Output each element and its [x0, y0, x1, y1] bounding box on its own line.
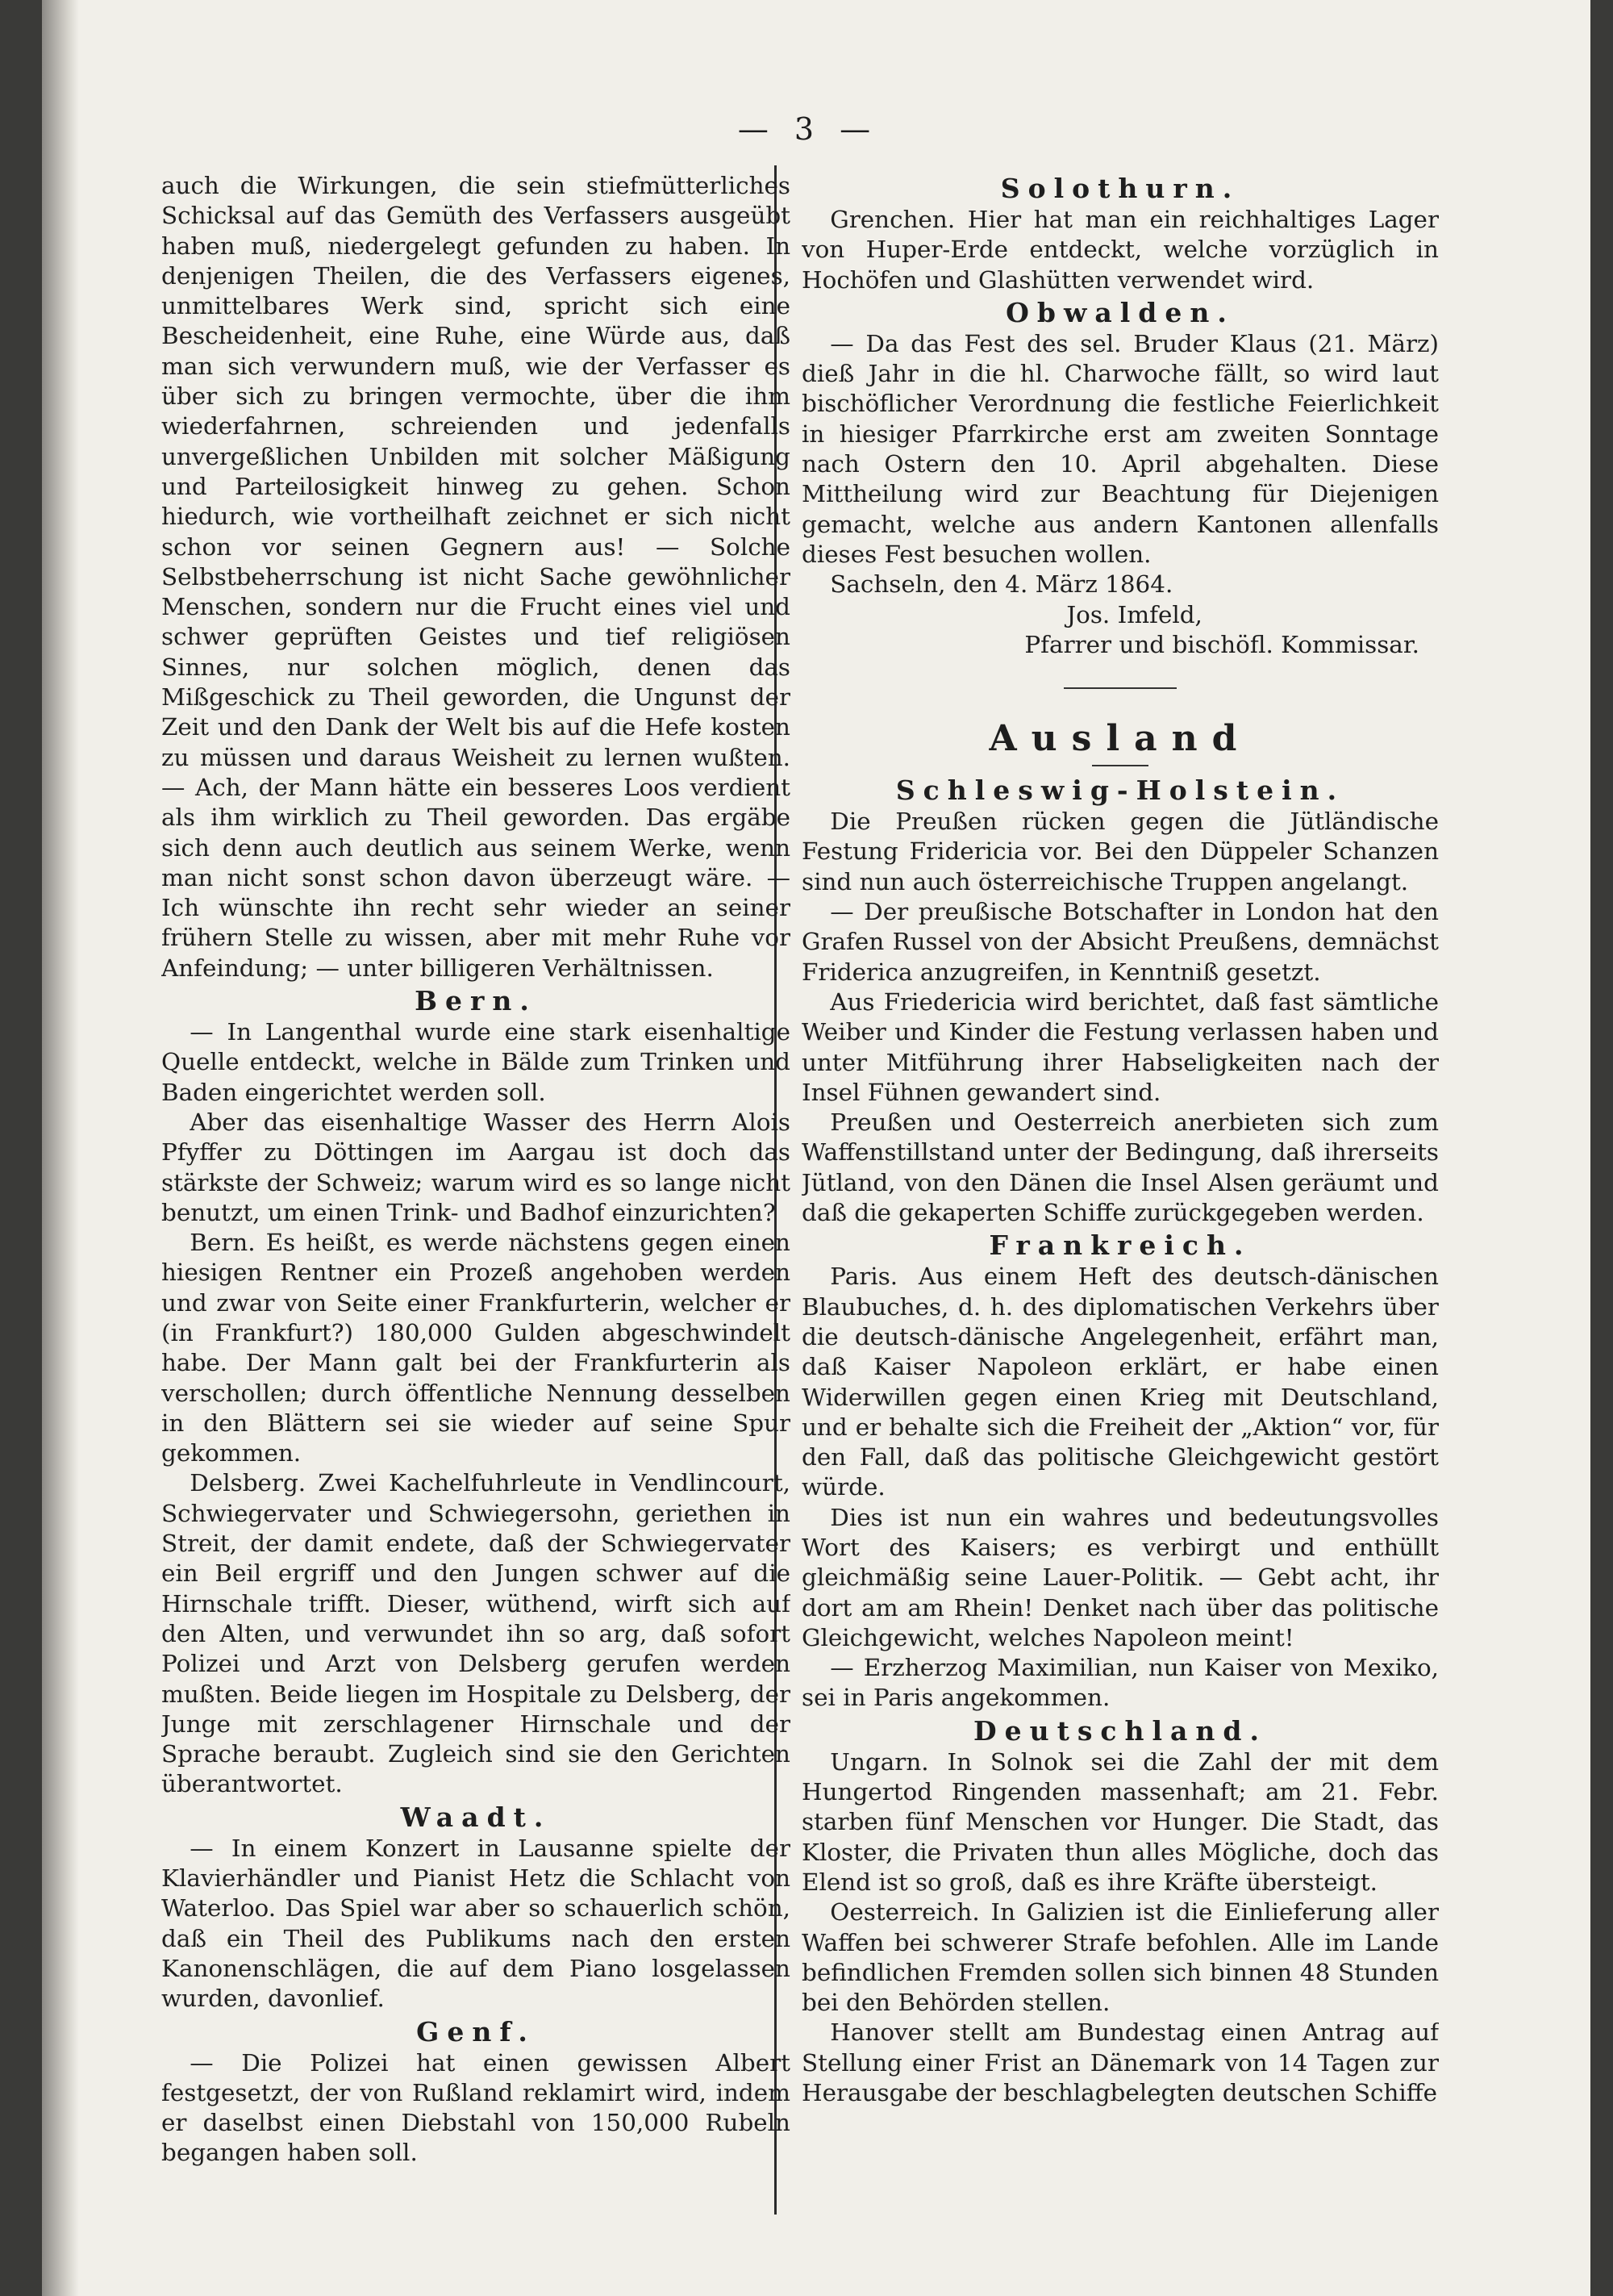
article-paragraph: Oesterreich. In Galizien ist die Einlieferung aller Waffen bei schwerer Strafe befohlen. Alle im Lande befindlichen Fremden sollen sich binnen 48 Stunden bei den Behörden stellen.: [802, 1898, 1439, 2017]
section-heading-bern: Bern.: [415, 985, 537, 1017]
article-paragraph: Grenchen. Hier hat man ein reichhaltiges Lager von Huper-Erde entdeckt, welche vorzüglich in Hochöfen und Glashütten verwendet wird.: [802, 206, 1439, 294]
article-paragraph: — Erzherzog Maximilian, nun Kaiser von Mexiko, sei in Paris angekommen.: [802, 1654, 1439, 1712]
section-rule: [1092, 765, 1148, 766]
right-column: [802, 171, 1439, 2252]
section-heading-solothurn: Solothurn.: [1000, 173, 1240, 204]
section-heading-genf: Genf.: [416, 2015, 536, 2048]
article-paragraph: Bern. Es heißt, es werde nächstens gegen einen hiesigen Rentner ein Prozeß angehoben werden und zwar von Seite einer Frankfurterin, welcher er (in Frankfurt?) 180,000 Gulden abgeschwindelt habe. Der Mann galt bei der Frankfurterin als verschollen; durch öffentliche Nennung desselben in den Blättern sei sie wieder auf seine Spur gekommen.: [161, 1229, 790, 1467]
section-rule: [1064, 687, 1177, 689]
article-paragraph: Delsberg. Zwei Kachelfuhrleute in Vendlincourt, Schwiegervater und Schwiegersohn, geriethen in Streit, der damit endete, daß der Schwiegervater ein Beil ergriff und den Jungen schwer auf die Hirnschale trifft. Dieser, wüthend, wirft sich auf den Alten, und verwundet ihn so arg, daß sofort Polizei und Arzt von Delsberg gerufen werden mußten. Beide liegen im Hospitale zu Delsberg, der Junge mit zerschlagener Hirnschale und der Sprache beraubt. Zugleich sind sie den Gerichten überantwortet.: [161, 1469, 790, 1798]
article-paragraph: — In Langenthal wurde eine stark eisenhaltige Quelle entdeckt, welche in Bälde zum Trinken und Baden eingerichtet werden soll.: [161, 1018, 790, 1106]
article-paragraph: Hanover stellt am Bundestag einen Antrag auf Stellung einer Frist an Dänemark von 14 Tagen zur Herausgabe der beschlagbelegten deutschen Schiffe: [802, 2018, 1439, 2107]
signature-title: Pfarrer und bischöfl. Kommissar.: [1024, 630, 1419, 658]
section-heading-frankreich: Frankreich.: [989, 1229, 1252, 1262]
article-paragraph: — Der preußische Botschafter in London hat den Grafen Russel von der Absicht Preußens, demnächst Friderica anzugreifen, in Kenntniß gesetzt.: [802, 898, 1439, 986]
left-column: [161, 171, 790, 2252]
article-paragraph: — In einem Konzert in Lausanne spielte der Klavierhändler und Pianist Hetz die Schlacht von Waterloo. Das Spiel war aber so schauerlich schön, daß ein Theil des Publikums nach den ersten Kanonenschlägen, die auf dem Piano losgelassen wurden, davonlief.: [161, 1834, 790, 2013]
page-number: — 3 —: [737, 111, 879, 147]
article-paragraph: Aus Friedericia wird berichtet, daß fast sämtliche Weiber und Kinder die Festung verlassen haben und unter Mitführung ihrer Habseligkeiten nach der Insel Fühnen gewandert sind.: [802, 987, 1439, 1106]
section-heading-deutschland: Deutschland.: [973, 1714, 1267, 1747]
article-paragraph: Paris. Aus einem Heft des deutsch-dänischen Blaubuches, d. h. des diplomatischen Verkehrs über die deutsch-dänische Angelegenheit, erfährt man, daß Kaiser Napoleon erklärt, er habe einen Widerwillen gegen einen Krieg mit Deutschland, und er behalte sich die Freiheit der „Aktion“ vor, für den Fall, daß das politische Gleichgewicht gestört würde.: [802, 1263, 1439, 1501]
section-heading-schleswig-holstein: Schleswig-Holstein.: [895, 774, 1345, 807]
article-paragraph: Die Preußen rücken gegen die Jütländische Festung Fridericia vor. Bei den Düppeler Schanzen sind nun auch österreichische Truppen angelangt.: [802, 808, 1439, 895]
newspaper-page: [42, 0, 1590, 2296]
dateline: Sachseln, den 4. März 1864.: [830, 570, 1173, 599]
article-paragraph: Ungarn. In Solnok sei die Zahl der mit dem Hungertod Ringenden massenhaft; am 21. Febr. starben fünf Menschen vor Hunger. Die Stadt, das Kloster, die Privaten thun alles Mögliche, doch das Elend ist so groß, daß es ihre Kräfte übersteigt.: [802, 1747, 1439, 1896]
article-paragraph: — Da das Fest des sel. Bruder Klaus (21. März) dieß Jahr in die hl. Charwoche fällt, so wird laut bischöflicher Verordnung die festliche Feierlichkeit in hiesiger Pfarrkirche erst am zweiten Sonntage nach Ostern den 10. April abgehalten. Diese Mittheilung wird zur Beachtung für Diejenigen gemacht, welche aus andern Kantonen allenfalls dieses Fest besuchen wollen.: [802, 329, 1439, 568]
section-heading-ausland: Ausland: [989, 718, 1252, 760]
article-paragraph: — Die Polizei hat einen gewissen Albert festgesetzt, der von Rußland reklamirt wird, indem er daselbst einen Diebstahl von 150,000 Rubeln begangen haben soll.: [161, 2048, 790, 2167]
article-paragraph: Aber das eisenhaltige Wasser des Herrn Alois Pfyffer zu Döttingen im Aargau ist doch das stärkste der Schweiz; warum wird es so lange nicht benutzt, um einen Trink- und Badhof einzurichten?: [161, 1108, 790, 1226]
section-heading-obwalden: Obwalden.: [1006, 296, 1235, 328]
article-paragraph: auch die Wirkungen, die sein stiefmütterliches Schicksal auf das Gemüth des Verfassers ausgeübt haben muß, niedergelegt gefunden zu haben. In denjenigen Theilen, die des Verfassers eigenes, unmittelbares Werk sind, spricht sich eine Bescheidenheit, eine Ruhe, eine Würde aus, daß man sich verwundern muß, wie der Verfasser es über sich zu bringen vermochte, über die ihm wiederfahrnen, schreienden und jedenfalls unvergeßlichen Unbilden mit solcher Mäßigung und Parteilosigkeit hinweg zu gehen. Schon hiedurch, wie vortheilhaft zeichnet er sich nicht schon vor seinen Gegnern aus! — Solche Selbstbeherrschung ist nicht Sache gewöhnlicher Menschen, sondern nur die Frucht eines viel und schwer geprüften Geistes und tief religiösen Sinnes, nur solchen möglich, denen das Mißgeschick zu Theil geworden, die Ungunst der Zeit und den Dank der Welt bis auf die Hefe kosten zu müssen und daraus Weisheit zu lernen wußten. — Ach, der Mann hätte ein besseres Loos verdient als ihm wirklich zu Theil geworden. Das ergäbe sich denn auch deutlich aus seinem Werke, wenn man nicht sonst schon davon überzeugt wäre. — Ich wünschte ihn recht sehr wieder an seiner frühern Stelle zu wissen, aber mit mehr Ruhe vor Anfeindung; — unter billigeren Verhältnissen.: [161, 172, 790, 982]
article-paragraph: Dies ist nun ein wahres und bedeutungsvolles Wort des Kaisers; es verbirgt und enthüllt gleichmäßig seine Lauer-Politik. — Gebt acht, ihr dort am am Rhein! Denket nach über das politische Gleichgewicht, welches Napoleon meint!: [802, 1503, 1439, 1651]
article-paragraph: Preußen und Oesterreich anerbieten sich zum Waffenstillstand unter der Bedingung, daß ihrerseits Jütland, von den Dänen die Insel Alsen geräumt und daß die gekaperten Schiffe zurückgegeben werden.: [802, 1108, 1439, 1227]
section-heading-waadt: Waadt.: [400, 1801, 552, 1833]
page-gutter-shadow: [42, 0, 79, 2296]
signature-name: Jos. Imfeld,: [1066, 600, 1202, 628]
